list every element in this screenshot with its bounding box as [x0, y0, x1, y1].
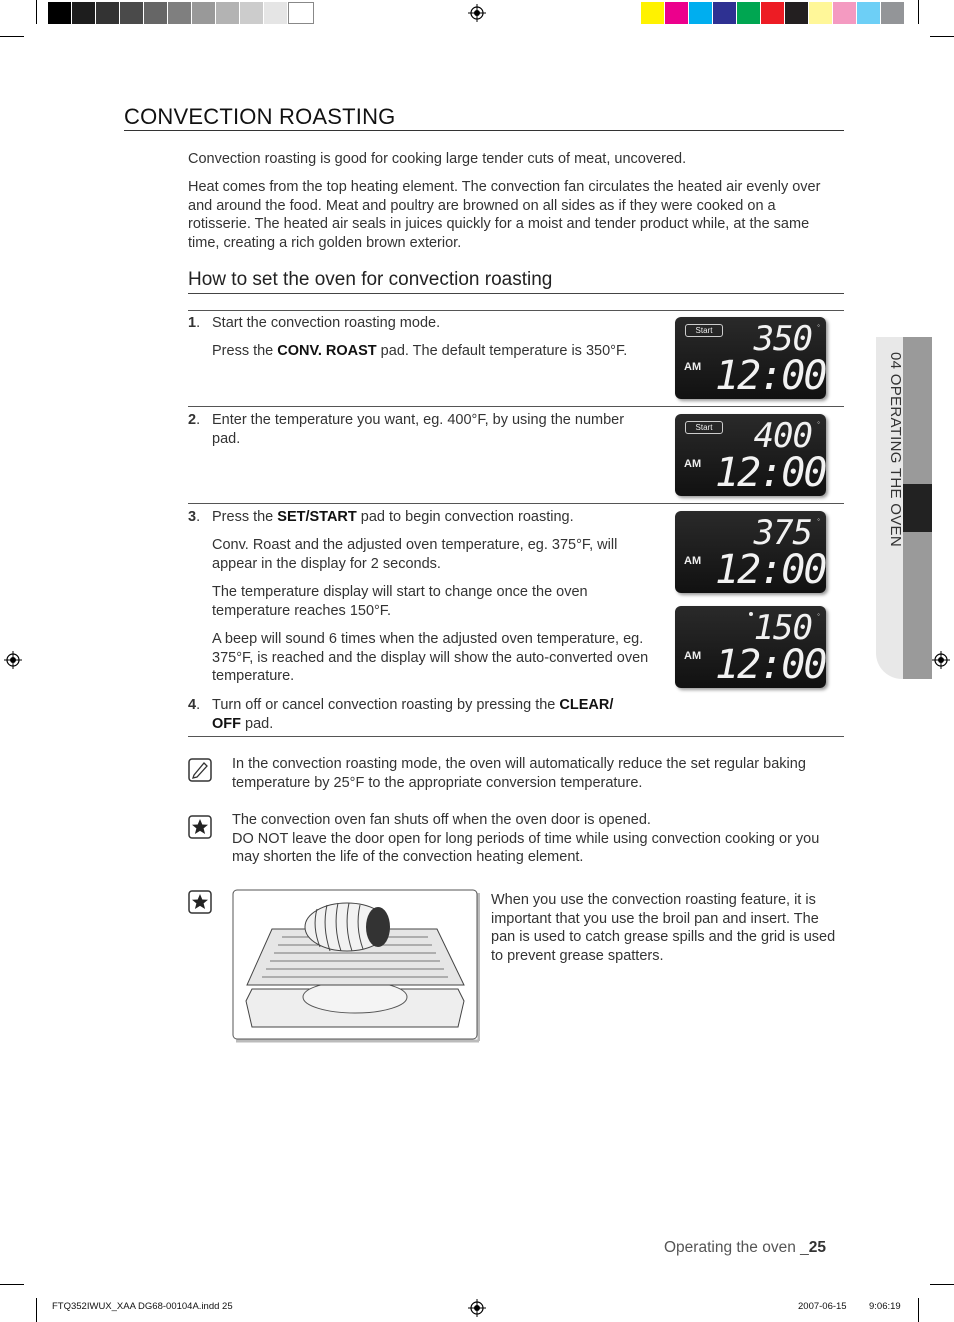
- intro-paragraph-1: Convection roasting is good for cooking large tender cuts of meat, uncovered.: [188, 151, 687, 167]
- start-indicator: Start: [685, 324, 723, 337]
- step-divider: [188, 310, 844, 311]
- color-swatch: [809, 2, 832, 24]
- step-2-text: Enter the temperature you want, eg. 400°F, by using the number pad.: [212, 412, 625, 447]
- subtitle-rule: [188, 293, 844, 294]
- color-swatch: [761, 2, 784, 24]
- step-3-detail: Conv. Roast and the adjusted oven temperature, eg. 375°F, will appear in the display for 2 seconds.: [212, 537, 618, 572]
- page-title: CONVECTION ROASTING: [124, 104, 396, 129]
- color-swatch: [833, 2, 856, 24]
- step-1-press: Press the CONV. ROAST pad. The default temperature is 350°F.: [212, 343, 628, 359]
- chapter-tab-marker: [903, 484, 932, 532]
- crop-mark: [930, 1284, 954, 1285]
- degree-icon: ◦: [817, 321, 820, 330]
- color-swatch: [881, 2, 904, 24]
- am-indicator: AM: [684, 458, 702, 470]
- temperature-readout: 400: [753, 416, 812, 456]
- section-subtitle: How to set the oven for convection roasting: [188, 269, 553, 290]
- registration-mark-icon: [4, 651, 22, 669]
- clock-readout: 12:00: [715, 450, 826, 496]
- am-indicator: AM: [684, 650, 702, 662]
- registration-mark-icon: [468, 4, 486, 22]
- note-text: In the convection roasting mode, the oven will automatically reduce the set regular baking temperature by 25°F to the appropriate conversion temperature.: [232, 756, 806, 791]
- step-4-text: Turn off or cancel convection roasting by pressing the CLEAR/ OFF pad.: [212, 697, 614, 732]
- step-3-detail: The temperature display will start to change once the oven temperature reaches 150°F.: [212, 584, 588, 619]
- step-3-text: Press the SET/START pad to begin convection roasting.: [212, 509, 574, 525]
- color-swatch: [689, 2, 712, 24]
- crop-mark: [918, 0, 919, 24]
- intro-paragraph-2: Heat comes from the top heating element. The convection fan circulates the heated air evenly over and around the food. Meat and poultry are browned on all sides as if they were cooked on a rotisserie. The heated air seals in juices quickly for a moist and tender product while, at the same time, creating a rich golden brown exterior.: [188, 179, 821, 252]
- crop-mark: [36, 1298, 37, 1322]
- caution-text: When you use the convection roasting feature, it is important that you use the broil pan and insert. The pan is used to catch grease spills and the grid is used to prevent grease spatters.: [491, 892, 836, 965]
- crop-mark: [918, 1298, 919, 1322]
- print-slug-date: 2007-06-15: [798, 1301, 847, 1312]
- oven-display: [675, 414, 826, 496]
- page-footer: Operating the oven _25: [664, 1239, 827, 1256]
- color-swatch: [641, 2, 664, 24]
- color-swatch: [665, 2, 688, 24]
- temperature-readout: 150: [753, 608, 812, 648]
- print-slug-file: FTQ352IWUX_XAA DG68-00104A.indd 25: [52, 1301, 233, 1312]
- clock-readout: 12:00: [715, 353, 826, 399]
- note-icon: [188, 758, 212, 782]
- print-slug-time: 9:06:19: [869, 1301, 901, 1312]
- crop-mark: [0, 36, 24, 37]
- page-number: 25: [808, 1239, 827, 1256]
- registration-mark-icon: [468, 1299, 486, 1317]
- registration-mark-icon: [932, 651, 950, 669]
- degree-icon: ◦: [817, 515, 820, 524]
- step-number: 2.: [188, 412, 201, 428]
- step-divider: [188, 503, 844, 504]
- temperature-readout: 375: [753, 513, 812, 553]
- crop-mark: [0, 1284, 24, 1285]
- step-1-text: Start the convection roasting mode.: [212, 315, 441, 331]
- broil-pan-illustration: [232, 889, 480, 1043]
- color-swatch: [785, 2, 808, 24]
- caution-line: The convection oven fan shuts off when the oven door is opened.: [232, 812, 651, 828]
- step-number: 1.: [188, 315, 201, 331]
- caution-text: [232, 811, 836, 867]
- oven-display: [675, 511, 826, 593]
- step-divider: [188, 406, 844, 407]
- crop-mark: [930, 36, 954, 37]
- color-swatch: [737, 2, 760, 24]
- clock-readout: 12:00: [715, 547, 826, 593]
- color-swatch: [713, 2, 736, 24]
- temperature-readout: 350: [753, 319, 812, 359]
- am-indicator: AM: [684, 361, 702, 373]
- start-indicator: Start: [685, 421, 723, 434]
- chapter-tab-label: 04 OPERATING THE OVEN: [887, 352, 904, 547]
- step-number: 3.: [188, 509, 201, 525]
- caution-icon: [188, 815, 212, 839]
- degree-icon: ◦: [817, 418, 820, 427]
- color-swatch: [857, 2, 880, 24]
- step-divider: [188, 736, 844, 737]
- caution-icon: [188, 890, 212, 914]
- crop-mark: [36, 0, 37, 24]
- indicator-dot-icon: [749, 612, 753, 616]
- am-indicator: AM: [684, 555, 702, 567]
- oven-display: [675, 317, 826, 399]
- oven-display: [675, 606, 826, 688]
- degree-icon: ◦: [817, 610, 820, 619]
- caution-line: DO NOT leave the door open for long periods of time while using convection cooking or you may shorten the life of the convection heating element.: [232, 830, 820, 866]
- step-3-detail: A beep will sound 6 times when the adjusted oven temperature, eg. 375°F, is reached and the display will show the auto-converted oven temperature.: [212, 631, 649, 685]
- title-rule: [124, 130, 844, 131]
- clock-readout: 12:00: [715, 642, 826, 688]
- step-number: 4.: [188, 697, 201, 713]
